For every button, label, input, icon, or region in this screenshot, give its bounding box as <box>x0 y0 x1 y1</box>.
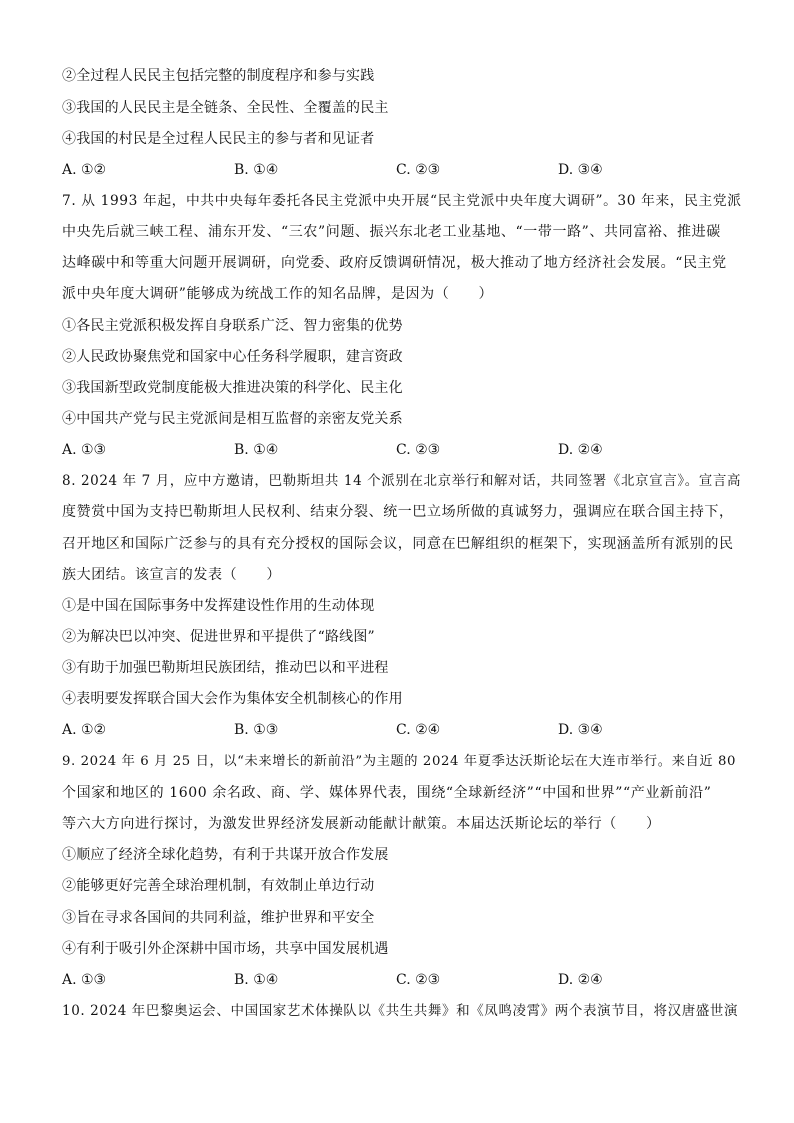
q7-option-b: B. ①④ <box>234 442 279 458</box>
q6-item-3: ③我国的人民民主是全链条、全民性、全覆盖的民主 <box>62 100 389 116</box>
q7-item-4: ④中国共产党与民主党派间是相互监督的亲密友党关系 <box>62 411 403 427</box>
q6-option-a: A. ①② <box>62 162 107 178</box>
q8-item-1: ①是中国在国际事务中发挥建设性作用的生动体现 <box>62 598 375 614</box>
q9-stem-line-3: 等六大方向进行探讨，为激发世界经济发展新动能献计献策。本届达沃斯论坛的举行（ ） <box>62 816 661 832</box>
q6-item-2: ②全过程人民民主包括完整的制度程序和参与实践 <box>62 68 375 84</box>
q6-options <box>62 160 742 180</box>
q9-item-1: ①顺应了经济全球化趋势，有利于共谋开放合作发展 <box>62 847 389 863</box>
q8-option-a: A. ①② <box>62 722 107 738</box>
q9-stem-line-2: 个国家和地区的 1600 余名政、商、学、媒体界代表，围绕“全球新经济”“中国和世界”“产业新前沿” <box>62 785 712 801</box>
q8-option-c: C. ②④ <box>396 722 441 738</box>
q9-option-a: A. ①③ <box>62 972 107 988</box>
q9-stem-line-1: 9. 2024 年 6 月 25 日，以“未来增长的新前沿”为主题的 2024 年夏季达沃斯论坛在大连市举行。来自近 80 <box>62 754 737 769</box>
q10-stem-line-1: 10. 2024 年巴黎奥运会、中国国家艺术体操队以《共生共舞》和《凤鸣凌霄》两个表演节目，将汉唐盛世演 <box>62 1003 739 1019</box>
q8-item-4: ④表明要发挥联合国大会作为集体安全机制核心的作用 <box>62 691 403 707</box>
q8-options <box>62 720 742 740</box>
q8-stem-line-3: 召开地区和国际广泛参与的具有充分授权的国际会议，同意在巴解组织的框架下，实现涵盖所有派别的民 <box>62 536 734 552</box>
q7-option-c: C. ②③ <box>396 442 441 458</box>
q7-stem-line-2: 中央先后就三峡工程、浦东开发、“三农”问题、振兴东北老工业基地、“一带一路”、共同富裕、推进碳 <box>62 224 721 240</box>
q7-stem-line-1: 7. 从 1993 年起，中共中央每年委托各民主党派中央开展“民主党派中央年度大调研”。30 年来，民主党派 <box>62 193 742 209</box>
q7-item-3: ③我国新型政党制度能极大推进决策的科学化、民主化 <box>62 380 403 396</box>
q9-item-3: ③旨在寻求各国间的共同利益，维护世界和平安全 <box>62 910 375 926</box>
q9-item-2: ②能够更好完善全球治理机制，有效制止单边行动 <box>62 878 375 894</box>
q7-stem-line-4: 派中央年度大调研”能够成为统战工作的知名品牌，是因为（ ） <box>62 286 494 302</box>
q8-item-2: ②为解决巴以冲突、促进世界和平提供了“路线图” <box>62 629 375 645</box>
q9-item-4: ④有利于吸引外企深耕中国市场，共享中国发展机遇 <box>62 941 389 957</box>
q8-stem-line-1: 8. 2024 年 7 月，应中方邀请，巴勒斯坦共 14 个派别在北京举行和解对话，共同签署《北京宣言》。宣言高 <box>62 473 742 489</box>
q6-item-4: ④我国的村民是全过程人民民主的参与者和见证者 <box>62 131 375 147</box>
q6-option-d: D. ③④ <box>558 162 603 178</box>
q6-option-c: C. ②③ <box>396 162 441 178</box>
q7-option-d: D. ②④ <box>558 442 603 458</box>
q8-item-3: ③有助于加强巴勒斯坦民族团结，推动巴以和平进程 <box>62 660 389 676</box>
q7-stem-line-3: 达峰碳中和等重大问题开展调研，向党委、政府反馈调研情况，极大推动了地方经济社会发展。“民主党 <box>62 255 727 271</box>
q9-options <box>62 970 742 990</box>
q9-option-b: B. ①④ <box>234 972 279 988</box>
q8-option-d: D. ③④ <box>558 722 603 738</box>
q8-stem-line-4: 族大团结。该宣言的发表（ ） <box>62 567 281 583</box>
q7-option-a: A. ①③ <box>62 442 107 458</box>
q7-item-2: ②人民政协聚焦党和国家中心任务科学履职，建言资政 <box>62 349 403 365</box>
q9-option-d: D. ②④ <box>558 972 603 988</box>
q7-options <box>62 440 742 460</box>
q8-option-b: B. ①③ <box>234 722 279 738</box>
q7-item-1: ①各民主党派积极发挥自身联系广泛、智力密集的优势 <box>62 318 403 334</box>
q6-option-b: B. ①④ <box>234 162 279 178</box>
q9-option-c: C. ②③ <box>396 972 441 988</box>
q8-stem-line-2: 度赞赏中国为支持巴勒斯坦人民权利、结束分裂、统一巴立场所做的真诚努力，强调应在联合国主持下， <box>62 504 734 520</box>
